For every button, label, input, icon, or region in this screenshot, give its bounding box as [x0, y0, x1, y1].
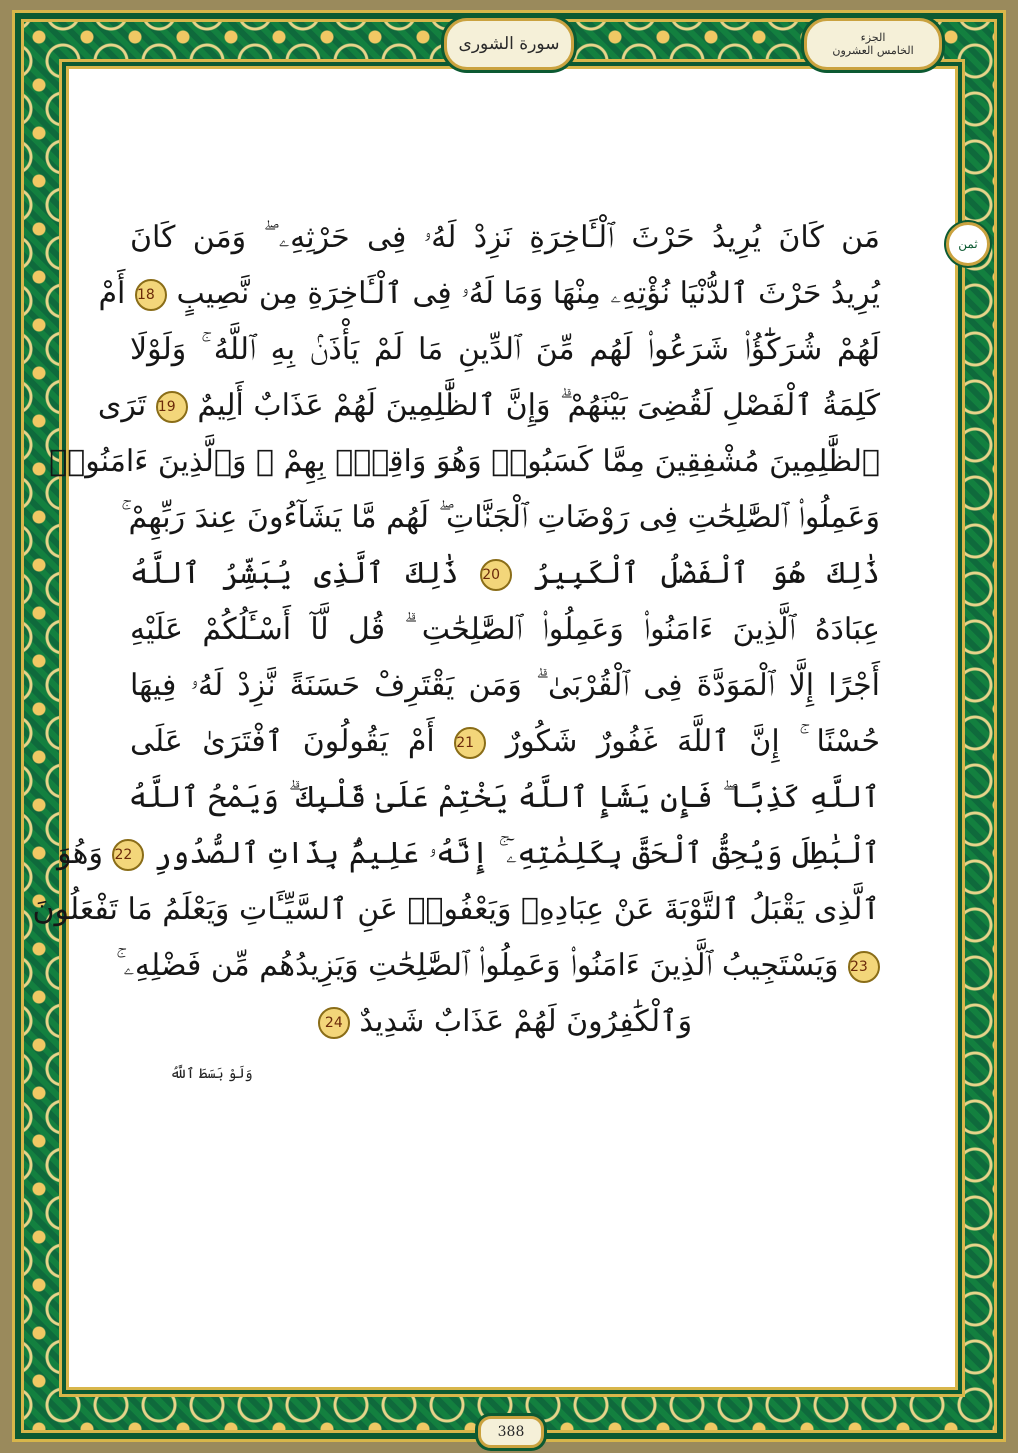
juz-number: الخامس العشرون: [832, 44, 914, 57]
surah-name: سورة الشورى: [458, 34, 560, 54]
ayah-number-marker: 18: [135, 279, 167, 311]
ayah-number-marker: 20: [480, 559, 512, 591]
text-line: [130, 322, 880, 378]
text-line: [130, 714, 880, 770]
hizb-quarter-icon: [946, 222, 990, 266]
text-line: [97, 378, 880, 434]
hizb-label: ثمن: [958, 237, 978, 251]
quran-text: [32, 210, 881, 1050]
text-line: [130, 994, 880, 1050]
verse-text-continued: تَرَى: [97, 388, 147, 423]
verse-text: أَجْرًا إِلَّا ٱلْمَوَدَّةَ فِى ٱلْقُرْبَىٰ ۗ وَمَن يَقْتَرِفْ حَسَنَةً نَّزِدْ لَهُۥ فِيهَا: [130, 668, 880, 703]
surah-name-cartouche: [444, 18, 574, 70]
verse-text: ٱللَّهِ كَذِبًا ۖ فَإِن يَشَإِ ٱللَّهُ يَخْتِمْ عَلَىٰ قَلْبِكَ ۗ وَيَمْحُ ٱللَّهُ: [128, 780, 880, 815]
verse-text: عِبَادَهُ ٱلَّذِينَ ءَامَنُوا۟ وَعَمِلُوا۟ ٱلصَّٰلِحَٰتِ ۗ قُل لَّآ أَسْـَٔلُكُمْ عَلَيْهِ: [130, 612, 880, 647]
verse-text: وَٱلْكَٰفِرُونَ لَهُمْ عَذَابٌ شَدِيدٌ: [359, 1004, 693, 1039]
ayah-number-marker: 24: [318, 1007, 350, 1039]
verse-text: ٱلَّذِى يَقْبَلُ ٱلتَّوْبَةَ عَنْ عِبَادِهِۦ وَيَعْفُوا۟ عَنِ ٱلسَّيِّـَٔاتِ وَيَعْلَمُ مَا تَفْعَلُونَ: [32, 892, 880, 927]
text-line: [121, 490, 880, 546]
ayah-number-marker: 23: [848, 951, 880, 983]
verse-text: ٱلظَّٰلِمِينَ مُشْفِقِينَ مِمَّا كَسَبُوا۟ وَهُوَ وَاقِعٌۢ بِهِمْ ۗ وَٱلَّذِينَ ءَامَنُوا۟: [49, 444, 880, 479]
text-line: [130, 770, 880, 826]
juz-cartouche: [804, 18, 942, 70]
verse-text-continued: ذَٰلِكَ ٱلَّذِى يُبَشِّرُ ٱللَّهُ: [130, 556, 459, 591]
text-line: [130, 658, 880, 714]
verse-text-continued: وَيَسْتَجِيبُ ٱلَّذِينَ ءَامَنُوا۟ وَعَمِلُوا۟ ٱلصَّٰلِحَٰتِ وَيَزِيدُهُم مِّن فَضْلِهِۦ ۚ: [116, 948, 839, 983]
page-number: 388: [497, 1424, 525, 1440]
text-line: [32, 882, 880, 938]
text-line: [49, 434, 880, 490]
ayah-number-marker: 19: [156, 391, 188, 423]
text-line: [116, 938, 880, 994]
verse-text: حُسْنًا ۚ إِنَّ ٱللَّهَ غَفُورٌ شَكُورٌ: [505, 724, 880, 759]
ayah-number-marker: 21: [454, 727, 486, 759]
verse-text: ذَٰلِكَ هُوَ ٱلْفَضْلُ ٱلْكَبِيرُ: [533, 556, 881, 591]
verse-text: يُرِيدُ حَرْثَ ٱلدُّنْيَا نُؤْتِهِۦ مِنْهَا وَمَا لَهُۥ فِى ٱلْـَٔاخِرَةِ مِن نَّصِيبٍ: [176, 276, 880, 311]
verse-text: كَلِمَةُ ٱلْفَصْلِ لَقُضِىَ بَيْنَهُمْ ۗ وَإِنَّ ٱلظَّٰلِمِينَ لَهُمْ عَذَابٌ أَلِيمٌ: [197, 388, 880, 423]
juz-label: الجزء: [860, 31, 886, 44]
ayah-number-marker: 22: [112, 839, 144, 871]
text-line: [130, 546, 880, 602]
verse-text: لَهُمْ شُرَكَٰٓؤُا۟ شَرَعُوا۟ لَهُم مِّنَ ٱلدِّينِ مَا لَمْ يَأْذَنۢ بِهِ ٱللَّهُ ۚ وَلَوْلَا: [130, 332, 880, 367]
catchword: وَلَوْ بَسَطَ ٱللَّهُ: [170, 1066, 253, 1082]
verse-text-continued: أَمْ: [98, 276, 126, 311]
text-line: [130, 602, 880, 658]
text-line: [98, 266, 880, 322]
page-number-cartouche: [478, 1416, 544, 1448]
text-line: [57, 826, 880, 882]
verse-text: ٱلْبَٰطِلَ وَيُحِقُّ ٱلْحَقَّ بِكَلِمَٰتِهِۦٓ ۚ إِنَّهُۥ عَلِيمٌۢ بِذَاتِ ٱلصُّدُورِ: [154, 836, 880, 871]
verse-text: مَن كَانَ يُرِيدُ حَرْثَ ٱلْـَٔاخِرَةِ نَزِدْ لَهُۥ فِى حَرْثِهِۦ ۖ وَمَن كَانَ: [130, 220, 880, 255]
verse-text-continued: وَهُوَ: [57, 836, 103, 871]
text-line: [130, 210, 880, 266]
verse-text-continued: أَمْ يَقُولُونَ ٱفْتَرَىٰ عَلَى: [130, 724, 435, 759]
verse-text: وَعَمِلُوا۟ ٱلصَّٰلِحَٰتِ فِى رَوْضَاتِ ٱلْجَنَّاتِ ۖ لَهُم مَّا يَشَآءُونَ عِندَ رَبِّهِمْ ۚ: [121, 500, 880, 535]
